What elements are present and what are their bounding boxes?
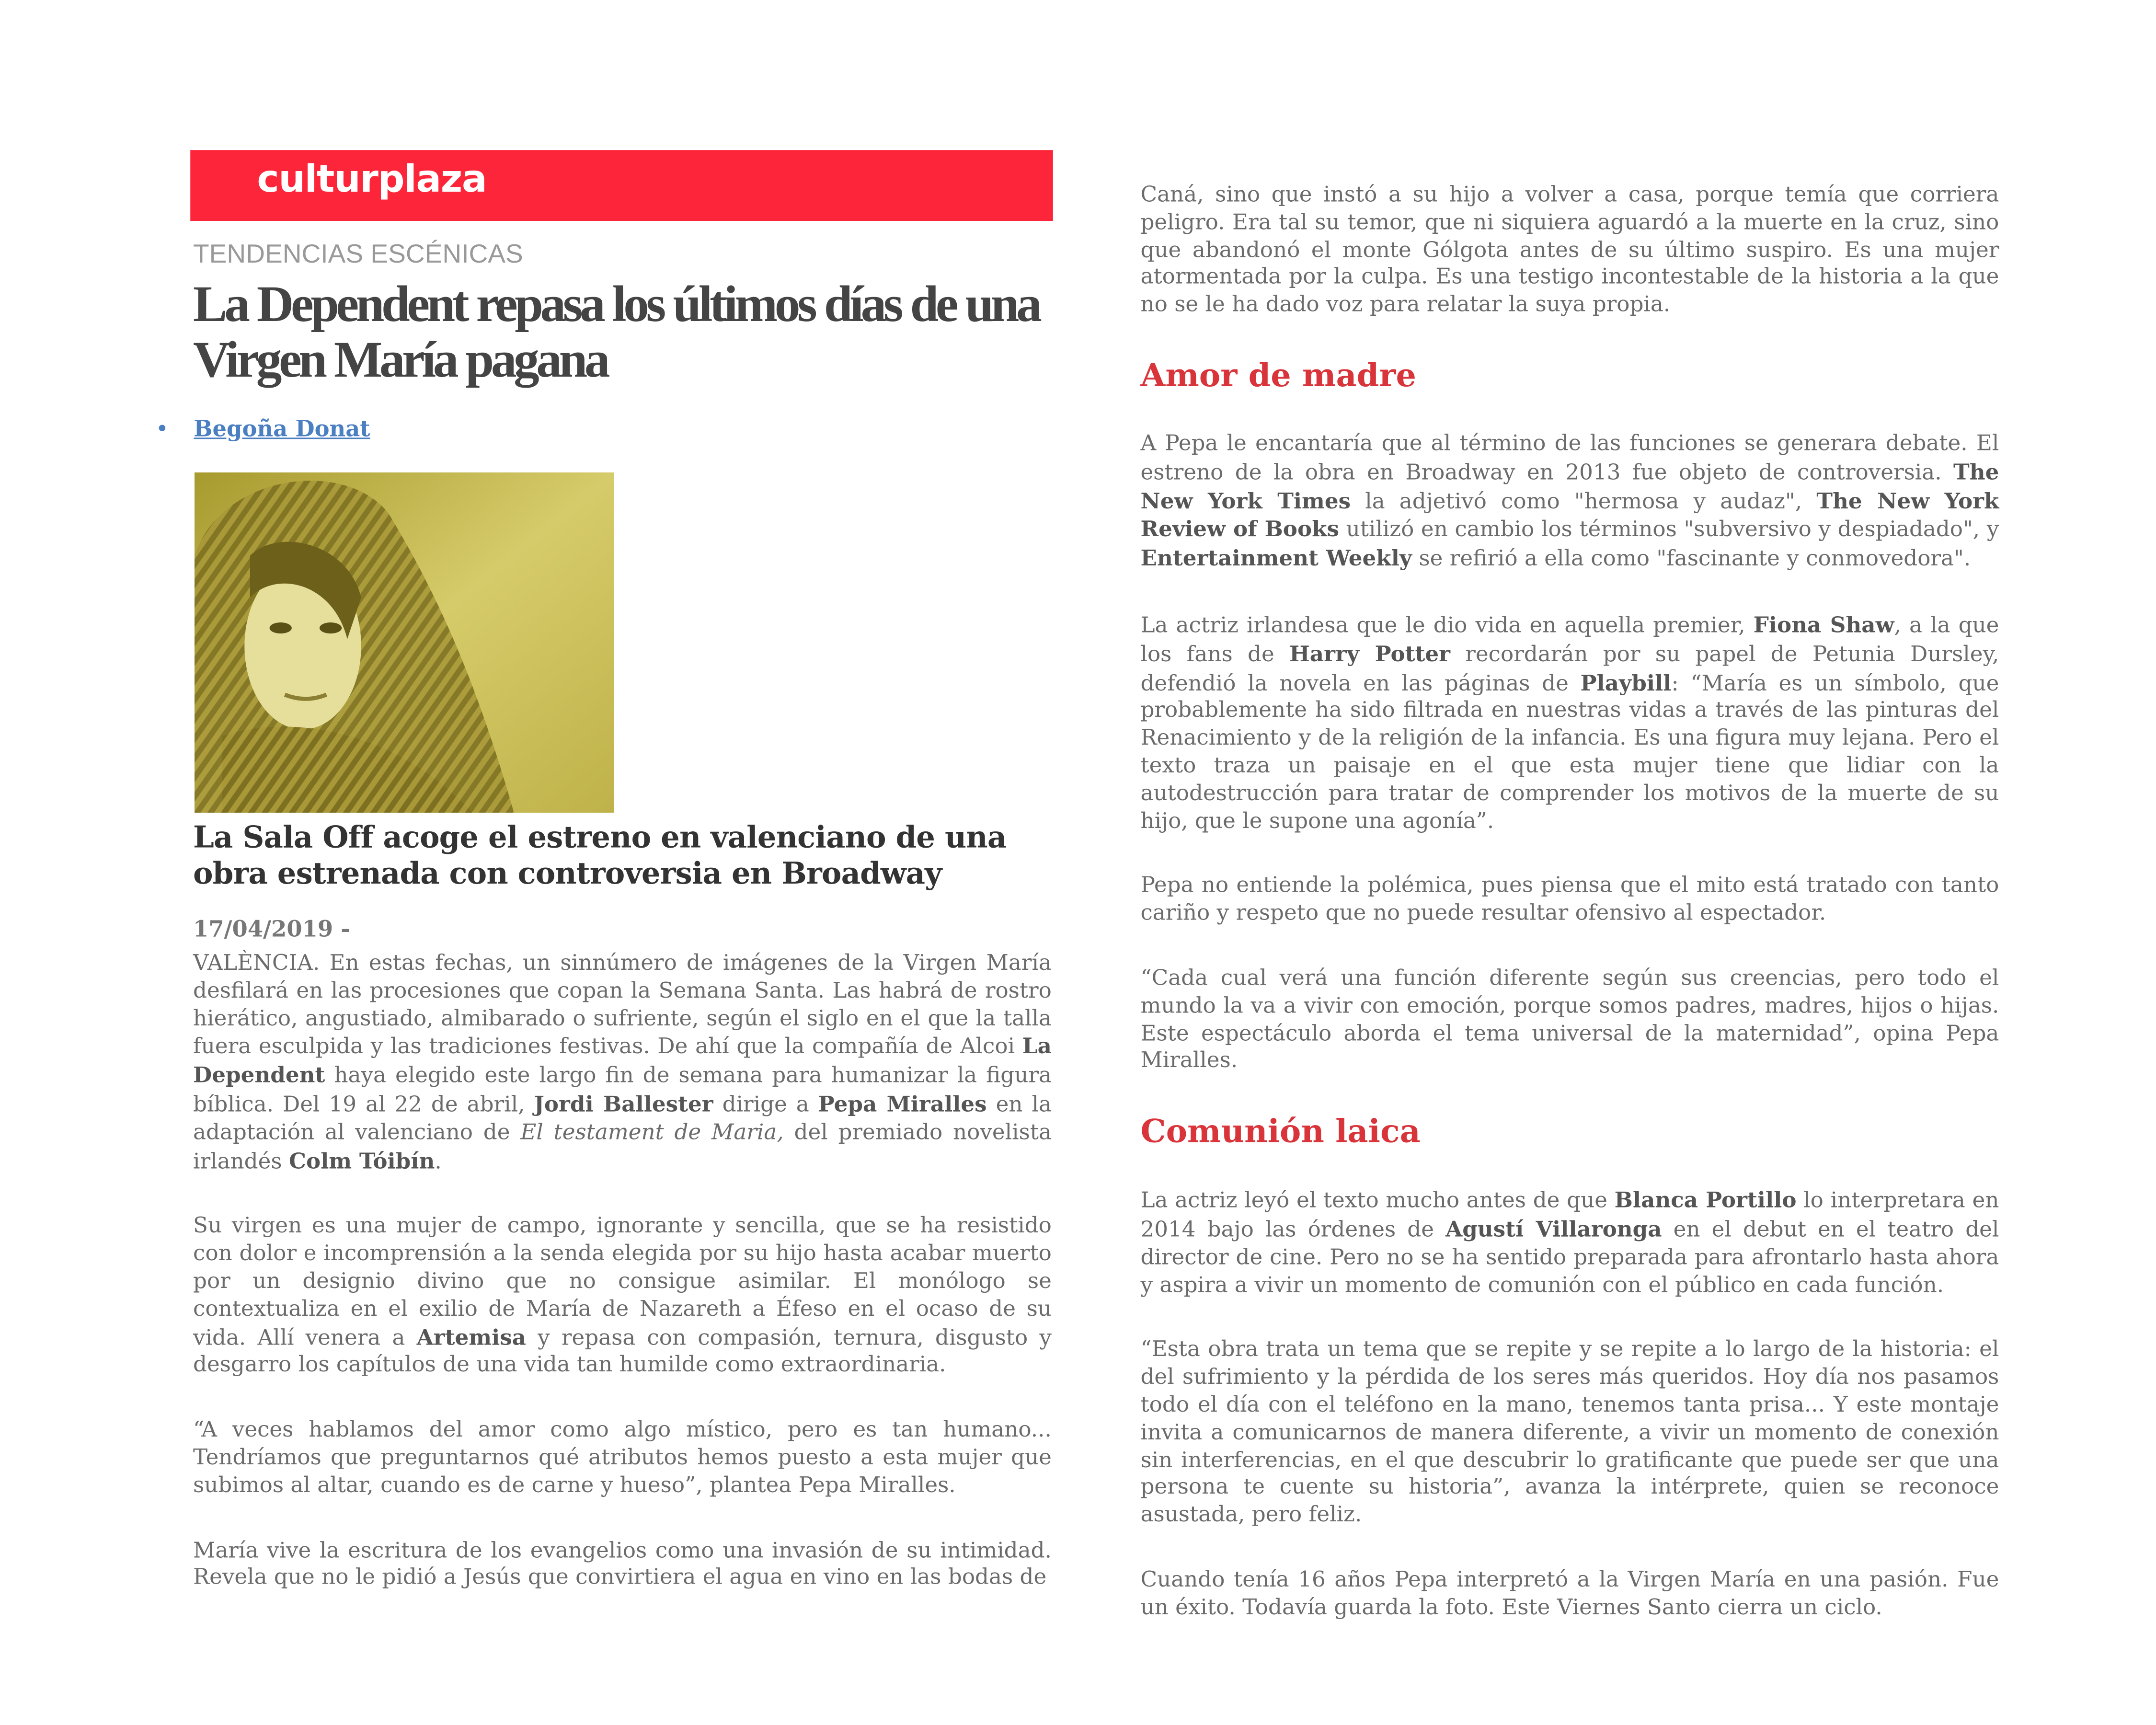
text-run: , a la que los fans de <box>1140 612 1999 667</box>
bold-text: Entertainment Weekly <box>1140 545 1412 572</box>
paragraph <box>1140 1567 1999 1622</box>
bold-text: Colm Tóibín <box>288 1147 435 1173</box>
paragraph <box>193 1213 1052 1380</box>
bold-text: Harry Potter <box>1289 640 1450 667</box>
paragraph <box>193 1417 1052 1500</box>
bold-text: La Dependent <box>193 1033 1052 1088</box>
paragraph <box>1140 431 1999 574</box>
paragraph <box>1140 1187 1999 1300</box>
bold-text: Pepa Miralles <box>818 1091 987 1117</box>
brand-logo: culturplaza <box>257 158 487 202</box>
left-column-body <box>193 950 1052 1630</box>
text-run: dirige a <box>713 1092 818 1117</box>
bold-text: Agustí Villaronga <box>1445 1215 1662 1242</box>
bold-text: Blanca Portillo <box>1614 1186 1797 1213</box>
text-run: A Pepa le encantaría que al término de las funciones se generara debate. El estreno de la obra en Broadway en 2013 fue objeto de controversia. <box>1140 430 1999 485</box>
article-category: TENDENCIAS ESCÉNICAS <box>193 240 523 270</box>
text-run: Pepa no entiende la polémica, pues piensa que el mito está tratado con tanto cariño y respeto que no puede resultar ofensivo al espectador. <box>1140 873 1999 926</box>
text-run: Su virgen es una mujer de campo, ignorante y sencilla, que se ha resistido con dolor e incomprensión a la senda elegida por su hijo hasta acabar muerto por un designio divino que no consigue asimilar. El monólogo se contextualiza en el exilio de María de Nazareth a Éfeso en el ocaso de su vida. Allí venera a <box>193 1213 1052 1350</box>
text-run: “Cada cual verá una función diferente según sus creencias, pero todo el mundo la va a vivir con emoción, porque somos padres, madres, hijos o hijas. Este espectáculo aborda el tema universal de la maternidad”, opina Pepa Miralles. <box>1140 965 1999 1073</box>
text-run: recordarán por su papel de Petunia Dursley, defendió la novela en las páginas de <box>1140 641 1999 696</box>
text-run: haya elegido este largo fin de semana para humanizar la figura bíblica. Del 19 al 22 de abril, <box>193 1063 1052 1117</box>
text-run: en la adaptación al valenciano de <box>193 1092 1052 1145</box>
text-run: en el debut en el teatro del director de cine. Pero no se ha sentido preparada para afrontarlo hasta ahora y aspira a vivir un momento de comunión con el público en cada función. <box>1140 1217 1999 1297</box>
text-run: : “María es un símbolo, que probablemente ha sido filtrada en nuestras vidas a través de las pinturas del Renacimiento y de la religión de la infancia. Es una figura muy lejana. Pero el texto traza un paisaje en el que esta mujer tiene que lidiar con la autodestrucción para tratar de comprender los motivos de la muerte de su hijo, que le supone una agonía”. <box>1140 670 1999 833</box>
bold-text: Jordi Ballester <box>534 1091 713 1117</box>
article-date: 17/04/2019 - <box>193 915 350 942</box>
section-heading: Comunión laica <box>1140 1113 1421 1151</box>
paragraph <box>1140 611 1999 836</box>
article-subtitle: La Sala Off acoge el estreno en valenciano de una obra estrenada con controversia en Broadway <box>193 821 1007 892</box>
text-run: y repasa con compasión, ternura, disgusto y desgarro los capítulos de una vida tan humilde como extraordinaria. <box>193 1324 1052 1378</box>
bold-text: Artemisa <box>416 1323 527 1350</box>
right-column-body <box>1140 182 1999 1660</box>
author-list-item <box>156 415 370 442</box>
text-run: utilizó en cambio los términos "subversivo y despiadado", y <box>1339 517 1999 542</box>
text-run: lo interpretara en 2014 bajo las órdenes de <box>1140 1188 1999 1242</box>
bold-text: The New York Review of Books <box>1140 487 1999 542</box>
paragraph <box>1140 873 1999 928</box>
text-run: Caná, sino que instó a su hijo a volver a casa, porque temía que corriera peligro. Era tal su temor, que ni siquiera aguardó a la muerte en la cruz, sino que abandonó el monte Gólgota antes de su último suspiro. Es una mujer atormentada por la culpa. Es una testigo incontestable de la historia a la que no se le ha dado voz para relatar la suya propia. <box>1140 182 1999 317</box>
article-title: La Dependent repasa los últimos días de una Virgen María pagana <box>193 276 1039 389</box>
paragraph <box>1140 966 1999 1076</box>
text-run: “A veces hablamos del amor como algo místico, pero es tan humano... Tendríamos que preguntarnos qué atributos hemos puesto a esta mujer que subimos al altar, cuando es de carne y hueso”, plantea Pepa Miralles. <box>193 1417 1052 1497</box>
text-run: se refirió a ella como "fascinante y conmovedora". <box>1412 546 1971 572</box>
text-run: “Esta obra trata un tema que se repite y se repite a lo largo de la historia: el del sufrimiento y la pérdida de los seres más queridos. Hoy día nos pasamos todo el día con el teléfono en la mano, tenemos tanta prisa... Y este montaje invita a comunicarnos de manera diferente, a vivir un momento de conexión sin interferencias, en el que descubrir lo gratificante que puede ser que una persona te cuente su historia”, avanza la intérprete, quien se reconoce asustada, pero feliz. <box>1140 1337 1999 1527</box>
section-heading: Amor de madre <box>1140 357 1416 395</box>
text-run: La actriz leyó el texto mucho antes de que <box>1140 1188 1615 1213</box>
paragraph <box>1140 1337 1999 1530</box>
author-link[interactable]: Begoña Donat <box>194 415 370 442</box>
text-run: La actriz irlandesa que le dio vida en aquella premier, <box>1140 612 1754 638</box>
text-run: Cuando tenía 16 años Pepa interpretó a la Virgen María en una pasión. Fue un éxito. Todavía guarda la foto. Este Viernes Santo cierra un ciclo. <box>1140 1567 1999 1620</box>
paragraph <box>193 1537 1052 1592</box>
text-run: . <box>435 1148 442 1173</box>
text-run: la adjetivó como "hermosa y audaz", <box>1351 488 1817 514</box>
woman-portrait-image <box>195 472 614 813</box>
article-photo <box>195 472 614 813</box>
bold-text: Fiona Shaw <box>1753 611 1894 638</box>
bullet: • <box>155 415 169 442</box>
italic-text: El testament de Maria, <box>520 1119 784 1145</box>
text-run: VALÈNCIA. En estas fechas, un sinnúmero de imágenes de la Virgen María desfilará en las procesiones que copan la Semana Santa. Las habrá de rostro hierático, angustiado, almibarado o sufriente, según el siglo en el que la talla fuera esculpida y las tradiciones festivas. De ahí que la compañía de Alcoi <box>193 950 1052 1059</box>
text-run: María vive la escritura de los evangelios como una invasión de su intimidad. Revela que no le pidió a Jesús que convirtiera el agua en vino en las bodas de <box>193 1537 1052 1590</box>
brand-header[interactable] <box>190 150 1053 221</box>
paragraph <box>193 950 1052 1176</box>
text-run: del premiado novelista irlandés <box>193 1119 1052 1173</box>
bold-text: The New York Times <box>1140 458 1999 514</box>
paragraph <box>1140 182 1999 320</box>
bold-text: Playbill <box>1580 669 1672 696</box>
